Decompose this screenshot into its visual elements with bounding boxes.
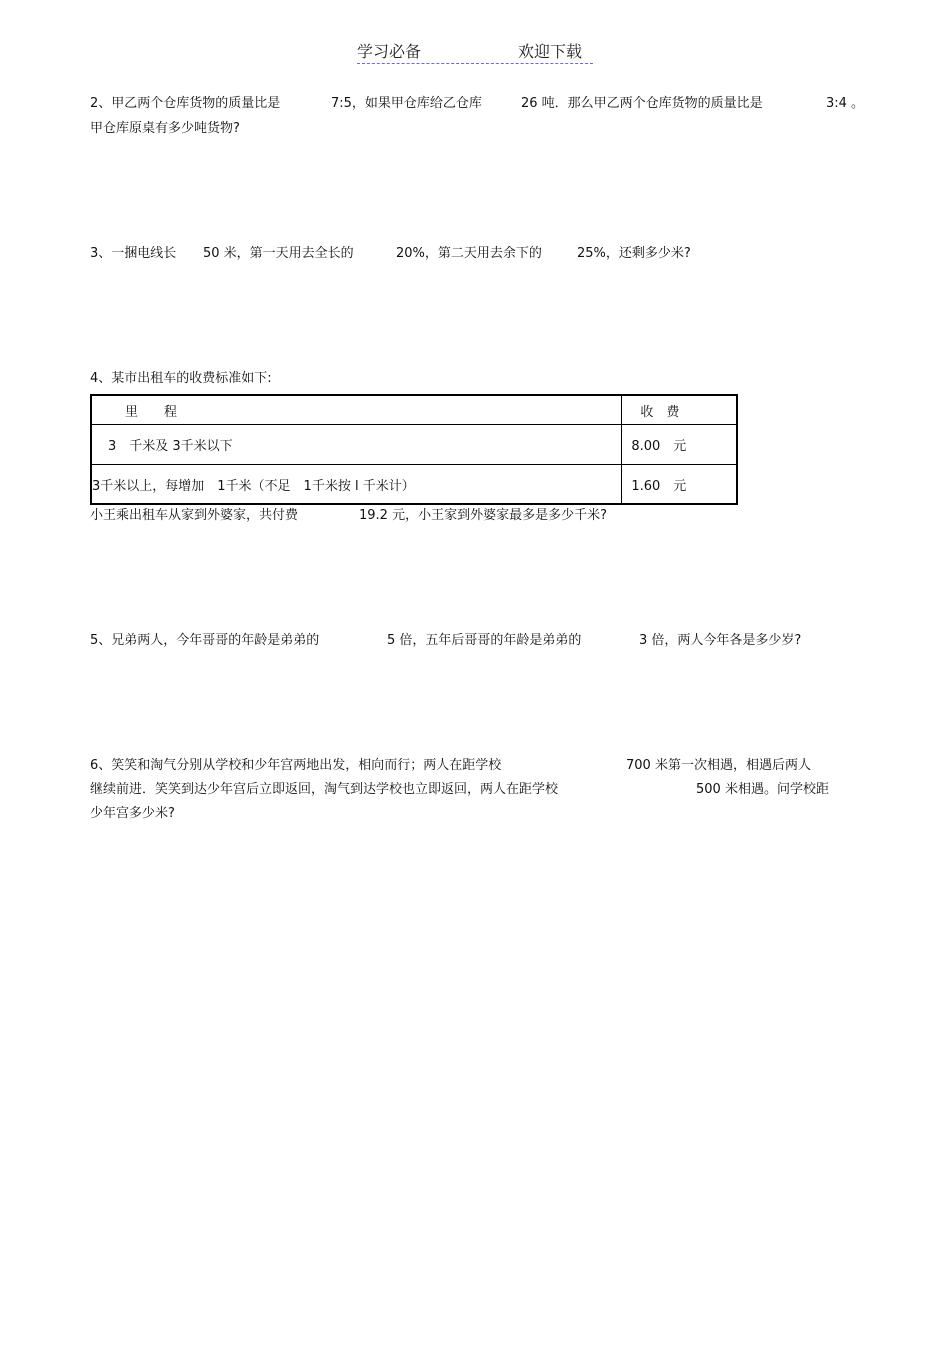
q4-after-part2: 19.2 元，小王家到外婆家最多是多少千米? [359, 508, 607, 523]
header-distance [91, 395, 622, 425]
q2-line1-part2: 7:5，如果甲仓库给乙仓库 [331, 96, 482, 111]
q2-line1-part3: 26 吨．那么甲乙两个仓库货物的质量比是 [521, 96, 763, 111]
q4-intro: 4、某市出租车的收费标准如下: [90, 371, 272, 386]
header-distance-label: 里 程 [125, 404, 178, 420]
header-dashed-underline [357, 63, 593, 64]
row2-fee-text: 1.60 元 [631, 478, 687, 494]
q3-part2: 50 米，第一天用去全长的 [203, 246, 354, 261]
q2-line1-part1: 2、甲乙两个仓库货物的质量比是 [90, 96, 281, 111]
q3-part1: 3、一捆电线长 [90, 246, 177, 261]
table-row [91, 425, 737, 465]
q5-part1: 5、兄弟两人，今年哥哥的年龄是弟弟的 [90, 633, 320, 648]
row1-distance [91, 425, 622, 465]
q3-part4: 25%，还剩多少米? [577, 246, 691, 261]
table-header-row [91, 395, 737, 425]
row2-distance-text: 3千米以上，每增加 1千米（不足 1千米按 l 千米计） [92, 478, 415, 494]
header-right-text: 欢迎下载 [518, 42, 583, 61]
q6-line2-part1: 继续前进．笑笑到达少年宫后立即返回，淘气到达学校也立即返回，两人在距学校 [90, 782, 559, 797]
q5-part2: 5 倍，五年后哥哥的年龄是弟弟的 [387, 633, 582, 648]
row2-fee [622, 465, 737, 505]
table-row [91, 465, 737, 505]
header-left-text: 学习必备 [357, 42, 422, 61]
row1-fee-text: 8.00 元 [631, 439, 687, 454]
fare-table [90, 394, 738, 505]
q6-line2-part2: 500 米相遇。问学校距 [696, 782, 829, 797]
q6-line3: 少年宫多少米? [90, 806, 175, 821]
row2-distance [91, 465, 622, 505]
row1-fee [622, 425, 737, 465]
q4-after-part1: 小王乘出租车从家到外婆家，共付费 [90, 508, 299, 523]
row1-distance-text: 3 千米及 3千米以下 [108, 439, 233, 454]
q5-part3: 3 倍，两人今年各是多少岁? [639, 633, 802, 648]
header-fee [622, 395, 737, 425]
header-fee-label: 收 费 [640, 404, 680, 420]
q6-line1-part2: 700 米第一次相遇，相遇后两人 [626, 758, 811, 773]
q2-line1-part4: 3:4 。 [826, 96, 865, 111]
q2-line2: 甲仓库原桌有多少吨货物? [90, 121, 240, 136]
q3-part3: 20%，第二天用去余下的 [396, 246, 542, 261]
q6-line1-part1: 6、笑笑和淘气分别从学校和少年宫两地出发，相向而行；两人在距学校 [90, 758, 502, 773]
